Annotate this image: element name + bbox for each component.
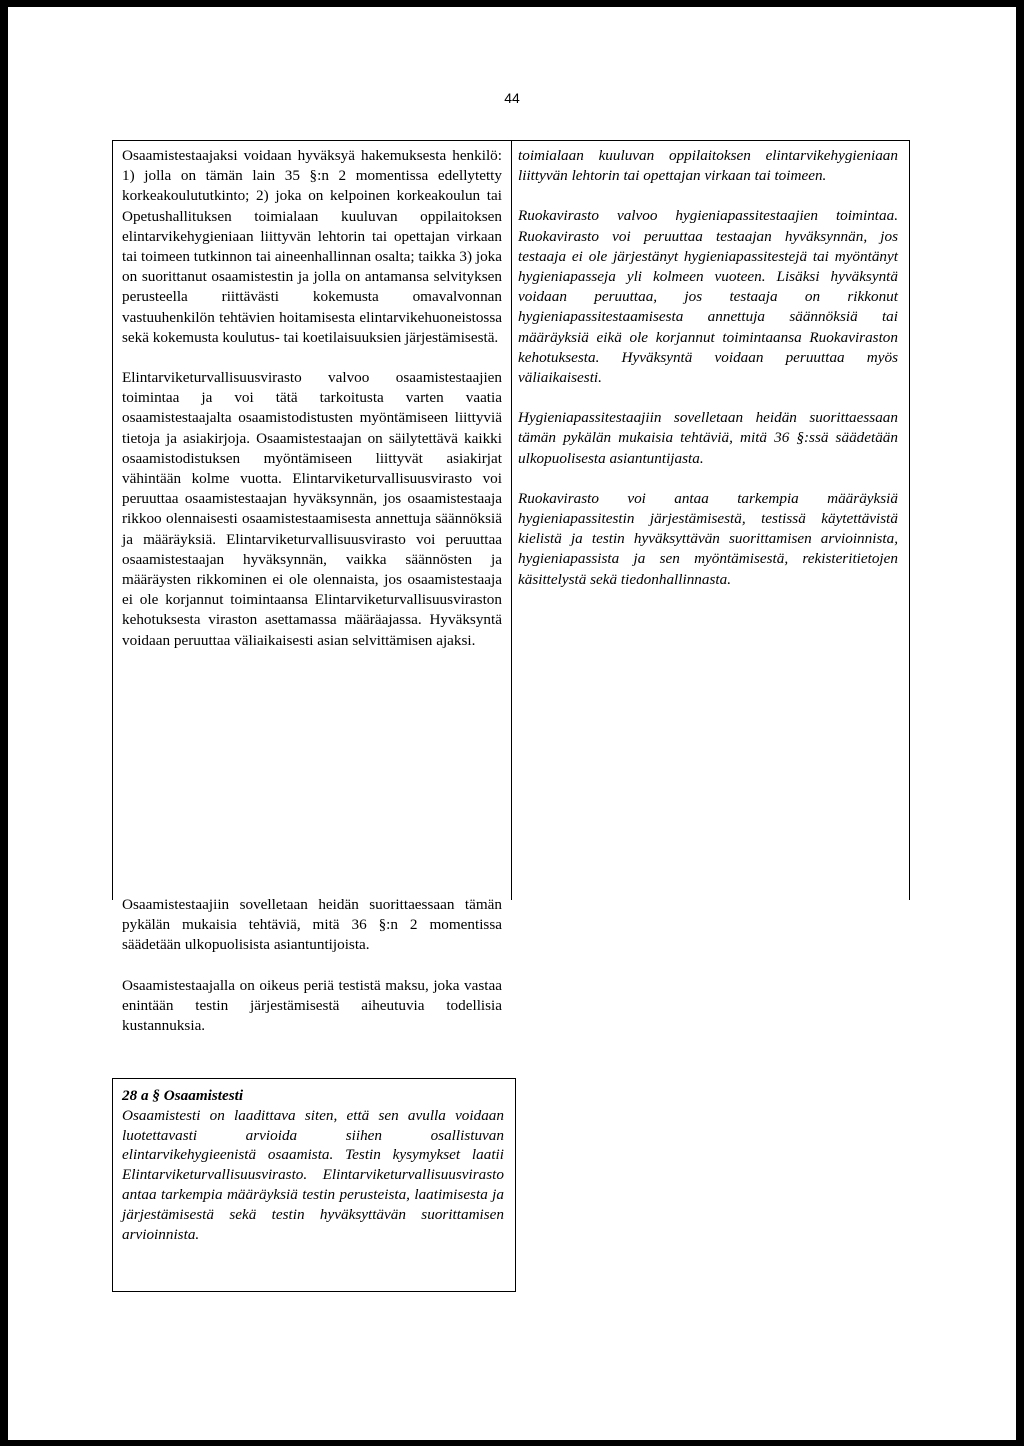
lower-left-text [122,895,502,1036]
paragraph: Elintarviketurvallisuusvirasto valvoo osaamistestaajien toimintaa ja voi tätä tarkoitusta varten vaatia osaamistestaajalta osaamistodistusten myöntämiseen liittyviä tietoja ja asiakirjoja. Osaamistestaajan on säilytettävä kaikki osaamistodistuksen myöntämiseen liittyvät asiakirjat vähintään kolme vuotta. Elintarviketurvallisuusvirasto voi peruuttaa osaamistestaajan hyväksynnän, jos osaamistestaaja rikkoo olennaisesti osaamistestaamisesta annettuja säännöksiä ja määräyksiä. Elintarviketurvallisuusvirasto voi peruuttaa osaamistestaajan hyväksynnän, vaikka säännösten ja määräysten rikkominen ei ole olennaista, jos osaamistestaaja ei ole korjannut toimintaansa Elintarviketurvallisuusviraston kehotuksesta viraston asettamassa määräajassa. Hyväksyntä voidaan peruuttaa väliaikaisesti asian selvittämisen ajaksi. [122,369,502,649]
table-middle-rule [511,140,512,900]
paragraph: toimialaan kuuluvan oppilaitoksen elintarvikehygieniaan liittyvän lehtorin tai opettajan virkaan tai toimeen. [518,147,898,185]
section-heading: 28 a § Osaamistesti [122,1087,244,1104]
paragraph: Osaamistesti on laadittava siten, että sen avulla voidaan luotettavasti arvioida siihen osallistuvan elintarvikehygieenistä osaamista. Testin kysymykset laatii Elintarviketurvallisuusvirasto. Elintarviketurvallisuusvirasto antaa tarkempia määräyksiä testin perusteista, laatimisesta ja järjestämisestä sekä testin hyväksyttävän suorittamisen arvioinnista. [122,1106,504,1243]
current-law-column [122,146,502,651]
repealed-section-content [122,1086,504,1244]
table-left-rule [112,140,113,900]
paragraph: Ruokavirasto voi antaa tarkempia määräyksiä hygieniapassitestin järjestämisestä, testissä käytettävistä kielistä ja testin hyväksyttävän suorittamisen arvioinnista, hygieniapassista ja sen myöntämisestä, rekisteritietojen käsittelystä sekä tiedonhallinnasta. [518,489,898,588]
paragraph: Osaamistestaajiin sovelletaan heidän suorittaessaan tämän pykälän mukaisia tehtäviä, mitä 36 §:n 2 momentissa säädetään ulkopuolisista asiantuntijoista. [122,896,502,954]
paragraph: Osaamistestaajaksi voidaan hyväksyä hakemuksesta henkilö: 1) jolla on tämän lain 35 §:n 2 momentissa edellytetty korkeakoulututkinto; 2) joka on kelpoinen korkeakoulun tai Opetushallituksen toimialaan kuuluvan oppilaitoksen elintarvikehygieniaan liittyvän lehtorin tai opettajan virkaan tai toimeen tutkinnon tai aineenhallinnan osalta; taikka 3) joka on suorittanut osaamistestin ja jolla on antamansa selvityksen perusteella riittävästi kokemusta omavalvonnan vastuuhenkilön tehtävien hoitamisesta elintarvikehuoneistossa sekä kokemusta koulutus- tai koetilaisuuksien järjestämisestä. [122,147,502,346]
page-number: 44 [504,90,520,106]
proposed-law-column [518,146,898,590]
paragraph: Ruokavirasto valvoo hygieniapassitestaajien toimintaa. Ruokavirasto voi peruuttaa testaajan hyväksynnän, jos testaaja ei ole järjestänyt hygieniapassitestejä tai myöntänyt hygieniapasseja yli kolmeen vuoteen. Lisäksi hyväksyntä voidaan peruuttaa, jos testaaja on rikkonut hygieniapassitestaamisesta annettuja säännöksiä tai määräyksiä eikä ole korjannut toimintaansa Ruokaviraston kehotuksesta. Hyväksyntä voidaan peruuttaa myös väliaikaisesti. [518,207,898,387]
paragraph: Hygieniapassitestaajiin sovelletaan heidän suorittaessaan tämän pykälän mukaisia tehtäviä, mitä 36 §:ssä säädetään ulkopuolisesta asiantuntijasta. [518,409,898,467]
paragraph: Osaamistestaajalla on oikeus periä testistä maksu, joka vastaa enintään testin järjestämisestä aiheutuvia todellisia kustannuksia. [122,976,502,1035]
table-right-rule [909,140,910,900]
